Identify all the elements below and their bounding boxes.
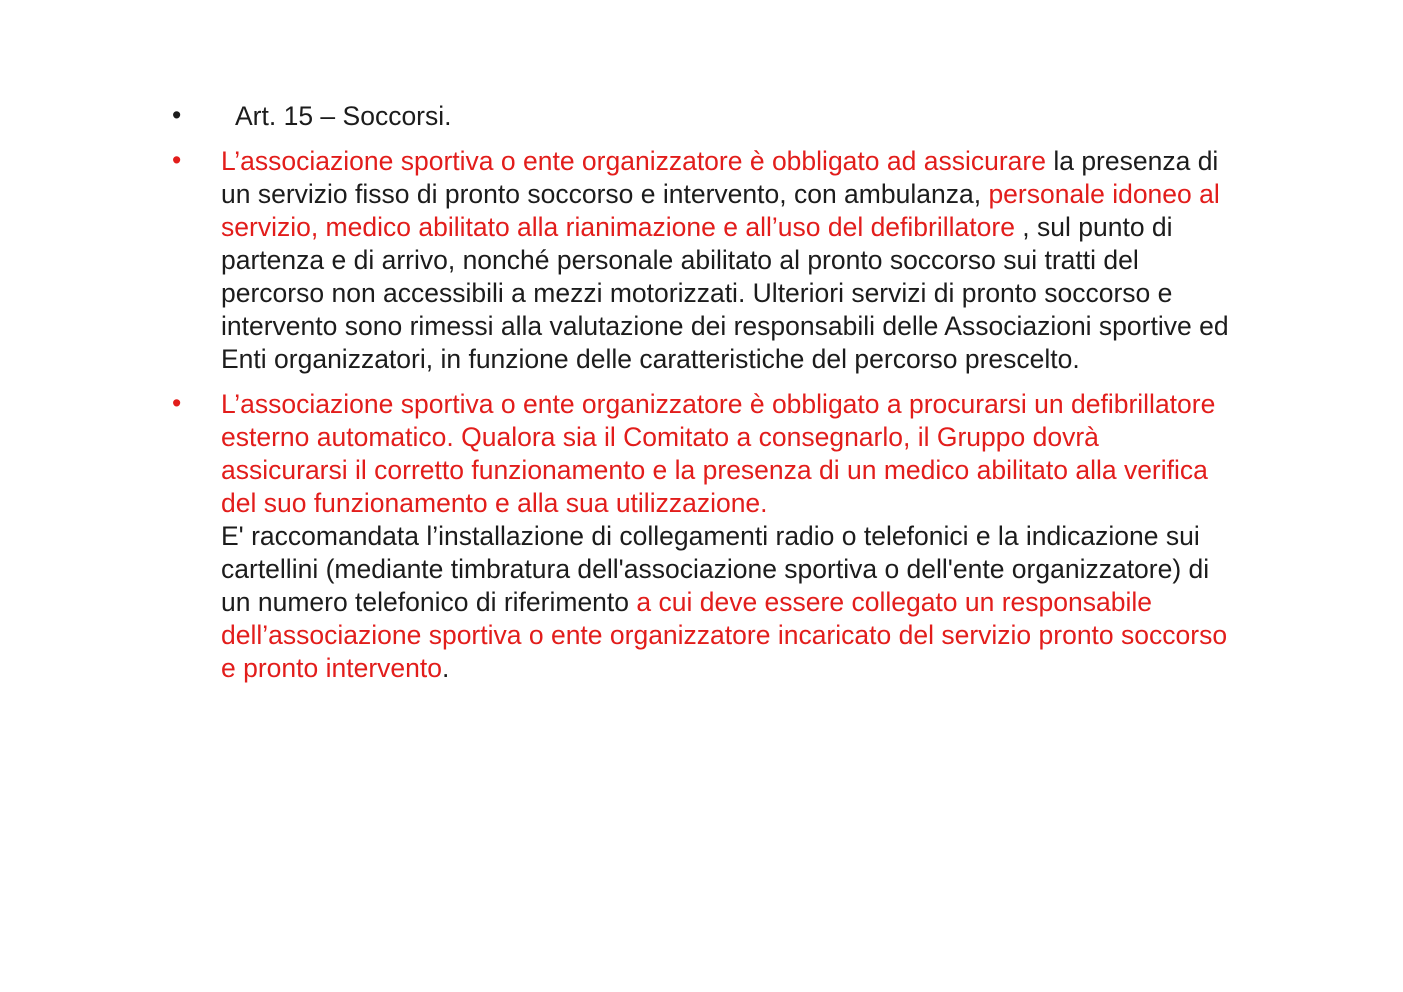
- bullet-dot-icon: •: [172, 388, 182, 418]
- text-segment: , sul punto di partenza e di arrivo, nonché personale abilitato al pronto soccorso sui tratti del percorso non accessibili a mezzi motorizzati. Ulteriori servizi di pronto soccorso e intervento sono rimessi alla valutazione dei responsabili delle Associazioni sportive ed Enti organizzatori, in funzione delle caratteristiche del percorso prescelto.: [221, 212, 1229, 374]
- bullet-item: [0, 100, 1231, 133]
- bullet-list: [0, 100, 1231, 697]
- text-segment: personale idoneo al servizio, medico abilitato alla rianimazione e all’uso del defibrillatore: [221, 179, 1220, 242]
- text-segment: E' raccomandata l’installazione di collegamenti radio o telefonici e la indicazione sui cartellini (mediante timbratura dell'associazione sportiva o dell'ente organizzatore) di un numero telefonico di riferimento: [221, 521, 1210, 617]
- text-segment: la presenza di un servizio fisso di pronto soccorso e intervento, con ambulanza,: [221, 146, 1219, 209]
- text-segment: .: [441, 653, 450, 683]
- text-segment: L’associazione sportiva o ente organizzatore è obbligato a procurarsi un defibrillatore esterno automatico. Qualora sia il Comitato a consegnarlo, il Gruppo dovrà assicurarsi il corretto funzionamento e la presenza di un medico abilitato alla verifica del suo funzionamento e alla sua utilizzazione.: [221, 389, 1216, 518]
- bullet-dot-icon: •: [172, 100, 182, 130]
- bullet-item: [0, 145, 1231, 376]
- text-segment: a cui deve essere collegato un responsabile dell’associazione sportiva o ente organizzatore incaricato del servizio pronto soccorso e pronto intervento: [221, 587, 1228, 683]
- bullet-dot-icon: •: [172, 145, 182, 175]
- text-segment: L’associazione sportiva o ente organizzatore è obbligato ad assicurare: [221, 146, 1046, 176]
- text-segment: Art. 15 – Soccorsi.: [235, 101, 452, 131]
- bullet-text: [221, 389, 1227, 683]
- bullet-text: [221, 146, 1229, 374]
- bullet-text: [221, 101, 452, 131]
- bullet-item: [0, 388, 1231, 685]
